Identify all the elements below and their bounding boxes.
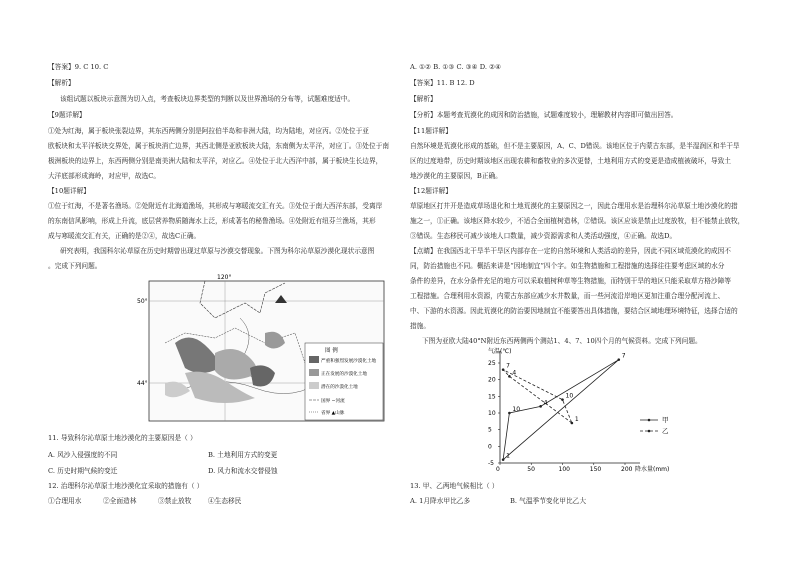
q11-line: 自然环境是荒漠化形成的基础，但不是主要原因，A、C、D错误。该地区位于内蒙古东部，是半湿润区和半干旱 — [410, 142, 740, 150]
q11-opt-d[interactable]: D. 风力和流水交替侵蚀 — [208, 467, 278, 475]
point-label: 1 — [574, 416, 579, 423]
point-label: 10 — [512, 406, 521, 413]
data-point — [561, 398, 564, 401]
q12-options-line[interactable]: A. ①② B. ①③ C. ③④ D. ②④ — [410, 63, 502, 71]
data-point — [571, 422, 574, 425]
q12-opt-2[interactable]: ②全面造林 — [103, 497, 137, 505]
point-label: 4 — [512, 369, 517, 377]
q12-stem: 12. 治理科尔沁草原土地沙漠化宜采取的措施有（ ） — [48, 482, 204, 490]
q10-line: 的东南信风影响，形成上升流，底层营养物质随海水上泛，形成著名的秘鲁渔场。④处附近有纽芬兰渔场，其形 — [48, 217, 376, 225]
x-axis-label: 降水量(mm) — [635, 466, 670, 473]
analysis-text: 【分析】本题考查荒漠化的成因和防治措施，试题难度较小，理解教材内容即可做出回答。 — [410, 111, 678, 119]
q12-line: ③错误。生态移民可减少该地人口数量，减少资源需求和人类活动强度，④正确。故选D。 — [410, 232, 677, 240]
legend-item: 潜在的沙漠化土地 — [321, 385, 358, 390]
climate-chart — [470, 345, 700, 475]
y-tick-label: 15 — [488, 393, 496, 401]
series-line-yi — [503, 370, 572, 423]
tip-line: 措施。 — [410, 322, 431, 330]
desertification-map — [137, 273, 390, 423]
answer-11-12: 【答案】11. B 12. D — [410, 79, 475, 87]
q11-line: 区的过度地带，历史时期该地区出现农耕和畜牧业的多次更替，土地利用方式的变更是造成植被破坏，导致土 — [410, 157, 731, 165]
analysis-header: 【解析】 — [410, 95, 437, 103]
y-tick-label: -5 — [488, 460, 494, 467]
tip-line: 工程措施。合理利用水资源，内蒙古东部应减少水井数量，而一些河流沿岸地区更加注重合理分配河流上、 — [410, 292, 725, 300]
legend-item: 省界 ▲山脉 — [321, 411, 345, 416]
q9-header: 【9题详解】 — [48, 111, 86, 119]
legend-item: 正在发展的沙漠化土地 — [321, 372, 367, 377]
x-tick-label: 100 — [558, 466, 570, 473]
legend-item: 国界 ∽河流 — [321, 399, 345, 404]
data-point — [502, 368, 505, 371]
point-label: 4 — [543, 399, 548, 407]
q11-opt-a[interactable]: A. 风沙入侵强度的不同 — [48, 451, 118, 459]
point-label: 10 — [565, 392, 574, 400]
q12-line: 施之一，①正确。该地区降水较少，不适合全面植树造林，②错误。该区应该是禁止过度放牧，但不能禁止放牧， — [410, 217, 745, 225]
legend-marker — [648, 430, 651, 433]
q13-stem: 13. 甲、乙两地气候相比（ ） — [410, 482, 499, 490]
q10-header: 【10题详解】 — [48, 187, 90, 195]
point-label: 7 — [506, 362, 510, 370]
q12-opt-4[interactable]: ④生态移民 — [208, 497, 242, 505]
passage-line: 研究表明，我国科尔沁草原在历史时期曾出现过草原与沙漠交替现象。下图为科尔沁草原沙漠化现状示意图 — [60, 247, 375, 255]
data-point — [502, 458, 505, 461]
q12-opt-3[interactable]: ③禁止放牧 — [158, 497, 192, 505]
passage-line: 。完成下列问题。 — [48, 262, 102, 270]
q11-header: 【11题详解】 — [410, 127, 452, 135]
y-tick-label: 5 — [488, 426, 492, 434]
tip-line: 中、下游的水资源。因此荒漠化的防治要因地制宜不能要答出具体措施，要结合区域地理环境特征，选择合适的 — [410, 307, 738, 315]
data-point — [539, 405, 542, 408]
map-lat-top: 50° — [137, 298, 148, 305]
x-tick-label: 0 — [496, 466, 500, 473]
tip-line: 【点睛】在我国西北干旱半干旱区内部存在一定的自然环境和人类活动的差异，因此不同区域荒漠化的成因不 — [410, 247, 731, 255]
tip-line: 条件的差异，在水分条件充足的地方可以采取植树种草等生物措施，而特别干旱的地区只能采取草方格沙障等 — [410, 277, 731, 285]
x-tick-label: 150 — [589, 466, 602, 473]
data-point — [508, 375, 511, 378]
q9-line: 大洋底部形成海岭，对应甲，故选C。 — [48, 172, 161, 180]
analysis-text: 该组试题以板块示意图为切入点，考查板块边界类型的判断以及世界渔场的分布等，试题难度适中。 — [60, 95, 355, 103]
q13-opt-a[interactable]: A. 1月降水甲比乙多 — [410, 497, 471, 505]
data-point — [508, 412, 511, 415]
x-tick-label: 200 — [621, 466, 633, 473]
q11-opt-b[interactable]: B. 土地利用方式的变更 — [208, 451, 278, 459]
analysis-header: 【解析】 — [48, 79, 75, 87]
legend-title: 图 例 — [325, 348, 338, 354]
map-lon-label: 120° — [217, 274, 232, 281]
q12-opt-1[interactable]: ①合理用水 — [48, 497, 82, 505]
point-label: 7 — [621, 352, 626, 360]
point-label: 1 — [506, 452, 510, 460]
q10-line: ①位于红海，不是著名渔场。②处附近有北海道渔场，其形成与寒暖流交汇有关。③处位于南大西洋东部，受离岸 — [48, 202, 383, 210]
legend-label: 乙 — [662, 427, 669, 435]
legend-marker — [648, 419, 651, 422]
y-tick-label: 10 — [488, 410, 496, 417]
q12-line: 草原地区打井开是造成草场退化和土地荒漠化的主要原因之一，因此合理用水是治理科尔沁草原土地沙漠化的措 — [410, 202, 738, 210]
q11-line: 地沙漠化的主要原因，B正确。 — [410, 172, 502, 180]
data-point — [617, 358, 620, 361]
climate-intro: 下图为亚欧大陆40°N附近东西两侧两个测站1、4、7、10四个月的气候资料。完成下列问题。 — [422, 337, 702, 345]
y-tick-label: 25 — [488, 360, 496, 367]
q10-line: 成与寒暖流交汇有关，正确的是②④，故选C正确。 — [48, 232, 201, 240]
y-axis-label: 气温(℃) — [488, 348, 512, 355]
answer-9-10: 【答案】9. C 10. C — [48, 63, 109, 71]
map-lat-bottom: 44° — [137, 380, 148, 387]
q9-line: 欧板块和太平洋板块交界处，属于板块消亡边界，其西北侧是亚欧板块大陆，东南侧为太平洋，对应丁。③处位于南 — [48, 142, 390, 150]
q11-stem: 11. 导致科尔沁草原土地沙漠化的主要原因是（ ） — [48, 434, 197, 442]
q12-header: 【12题详解】 — [410, 187, 452, 195]
y-tick-label: 0 — [488, 443, 492, 451]
x-tick-label: 50 — [527, 466, 535, 473]
y-tick-label: 20 — [488, 376, 496, 384]
q9-line: 极洲板块的边界上，东西两侧分别是南美洲大陆和太平洋，对应乙。④处位于北大西洋中部，属于板块生长边界， — [48, 157, 383, 165]
series-line-jia — [503, 360, 619, 460]
q13-opt-b[interactable]: B. 气温季节变化甲比乙大 — [510, 497, 587, 505]
legend-item: 严重和强烈发展沙漠化土地 — [321, 359, 377, 364]
tip-line: 同，防治措施也不同。概括来讲是“因地制宜”四个字。如生物措施和工程措施的选择往往要考虑区域的水分 — [410, 262, 725, 270]
q9-line: ①处为红海，属于板块张裂边界，其东西两侧分别是阿拉伯半岛和非洲大陆，均为陆地，对应丙。②处位于亚 — [48, 127, 369, 135]
q11-opt-c[interactable]: C. 历史时期气候的变迁 — [48, 467, 118, 475]
legend-label: 甲 — [662, 416, 669, 424]
